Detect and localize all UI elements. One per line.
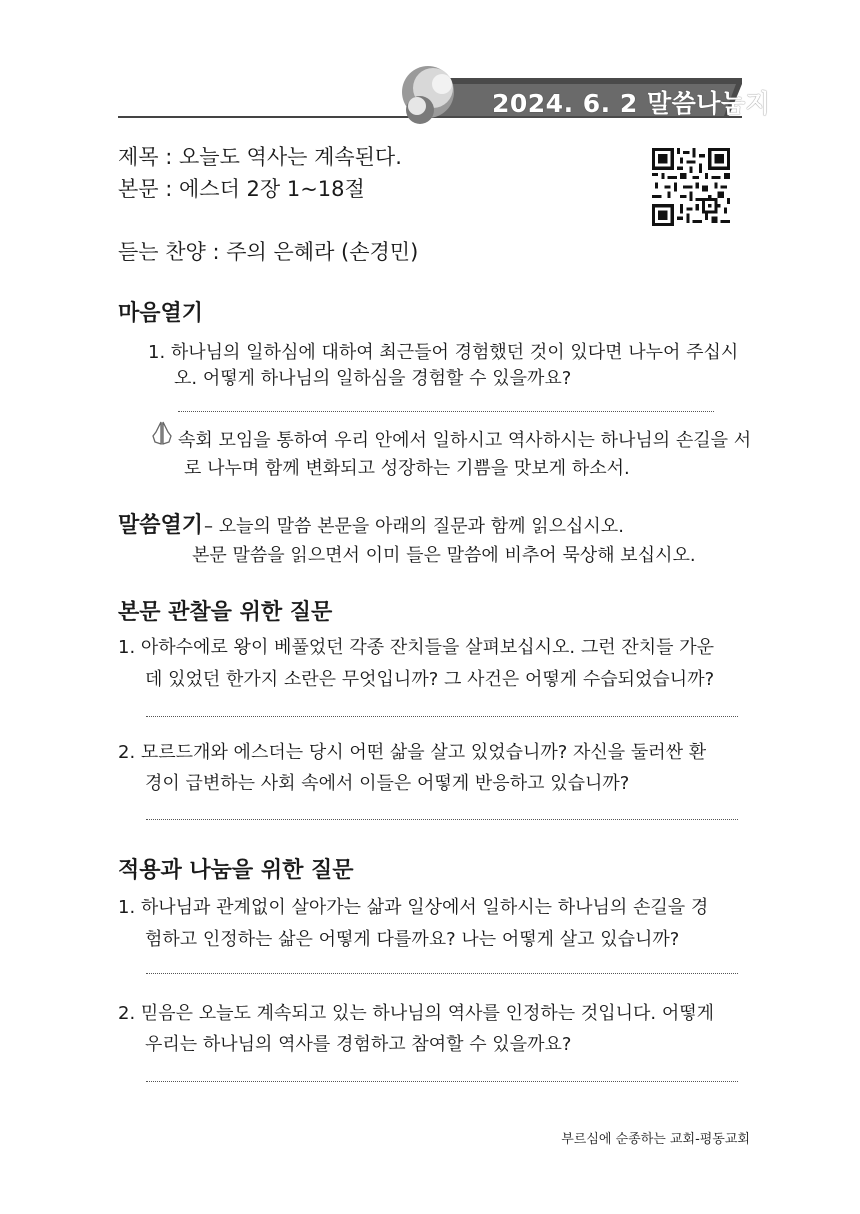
observation-heading: 본문 관찰을 위한 질문 [118, 600, 333, 625]
observation-question-2-line1: 2. 모르드개와 에스더는 당시 어떤 삶을 살고 있었습니까? 자신을 둘러싼 환 [118, 742, 707, 763]
opening-heading: 마음열기 [118, 301, 204, 326]
application-heading: 적용과 나눔을 위한 질문 [118, 858, 354, 883]
prayer-line1: 속회 모임을 통하여 우리 안에서 일하시고 역사하시는 하나님의 손길을 서 [178, 430, 752, 451]
opening-question-1-line1: 1. 하나님의 일하심에 대하여 최근들어 경험했던 것이 있다면 나누어 주십시 [148, 342, 739, 363]
application-question-1-line2: 험하고 인정하는 삶은 어떻게 다를까요? 나는 어떻게 살고 있습니까? [145, 929, 680, 950]
application-question-2-line1: 2. 믿음은 오늘도 계속되고 있는 하나님의 역사를 인정하는 것입니다. 어떻게 [118, 1003, 715, 1024]
answer-line [146, 819, 738, 820]
scripture-text: 본문 : 에스더 2장 1~18절 [118, 177, 365, 201]
answer-line [146, 1081, 738, 1082]
footer-church-name: 부르심에 순종하는 교회-평동교회 [561, 1132, 750, 1147]
observation-question-1-line1: 1. 아하수에로 왕이 베풀었던 각종 잔치들을 살펴보십시오. 그런 잔치들 가운 [118, 637, 715, 658]
sermon-title: 제목 : 오늘도 역사는 계속된다. [118, 145, 402, 169]
answer-line [178, 411, 714, 412]
word-instruction-line2: 본문 말씀을 읽으면서 이미 들은 말씀에 비추어 묵상해 보십시오. [192, 545, 696, 566]
opening-question-1-line2: 오. 어떻게 하나님의 일하심을 경험할 수 있을까요? [174, 368, 572, 389]
observation-question-1-line2: 데 있었던 한가지 소란은 무엇입니까? 그 사건은 어떻게 수습되었습니까? [145, 669, 715, 690]
prayer-line2: 로 나누며 함께 변화되고 성장하는 기쁨을 맛보게 하소서. [184, 458, 630, 479]
qr-code-icon [652, 148, 730, 226]
application-question-1-line1: 1. 하나님과 관계없이 살아가는 삶과 일상에서 일하시는 하나님의 손길을 경 [118, 897, 709, 918]
page-title: 2024. 6. 2 말씀나눔지 [492, 89, 771, 118]
observation-question-2-line2: 경이 급변하는 사회 속에서 이들은 어떻게 반응하고 있습니까? [145, 773, 630, 794]
answer-line [146, 973, 738, 974]
word-instruction-line1: – 오늘의 말씀 본문을 아래의 질문과 함께 읽으십시오. [204, 516, 624, 537]
word-heading: 말씀열기 [118, 513, 204, 538]
hymn-line: 듣는 찬양 : 주의 은혜라 (손경민) [118, 240, 419, 264]
application-question-2-line2: 우리는 하나님의 역사를 경험하고 참여할 수 있을까요? [145, 1034, 572, 1055]
praying-hands-icon [150, 420, 174, 446]
answer-line [146, 716, 738, 717]
